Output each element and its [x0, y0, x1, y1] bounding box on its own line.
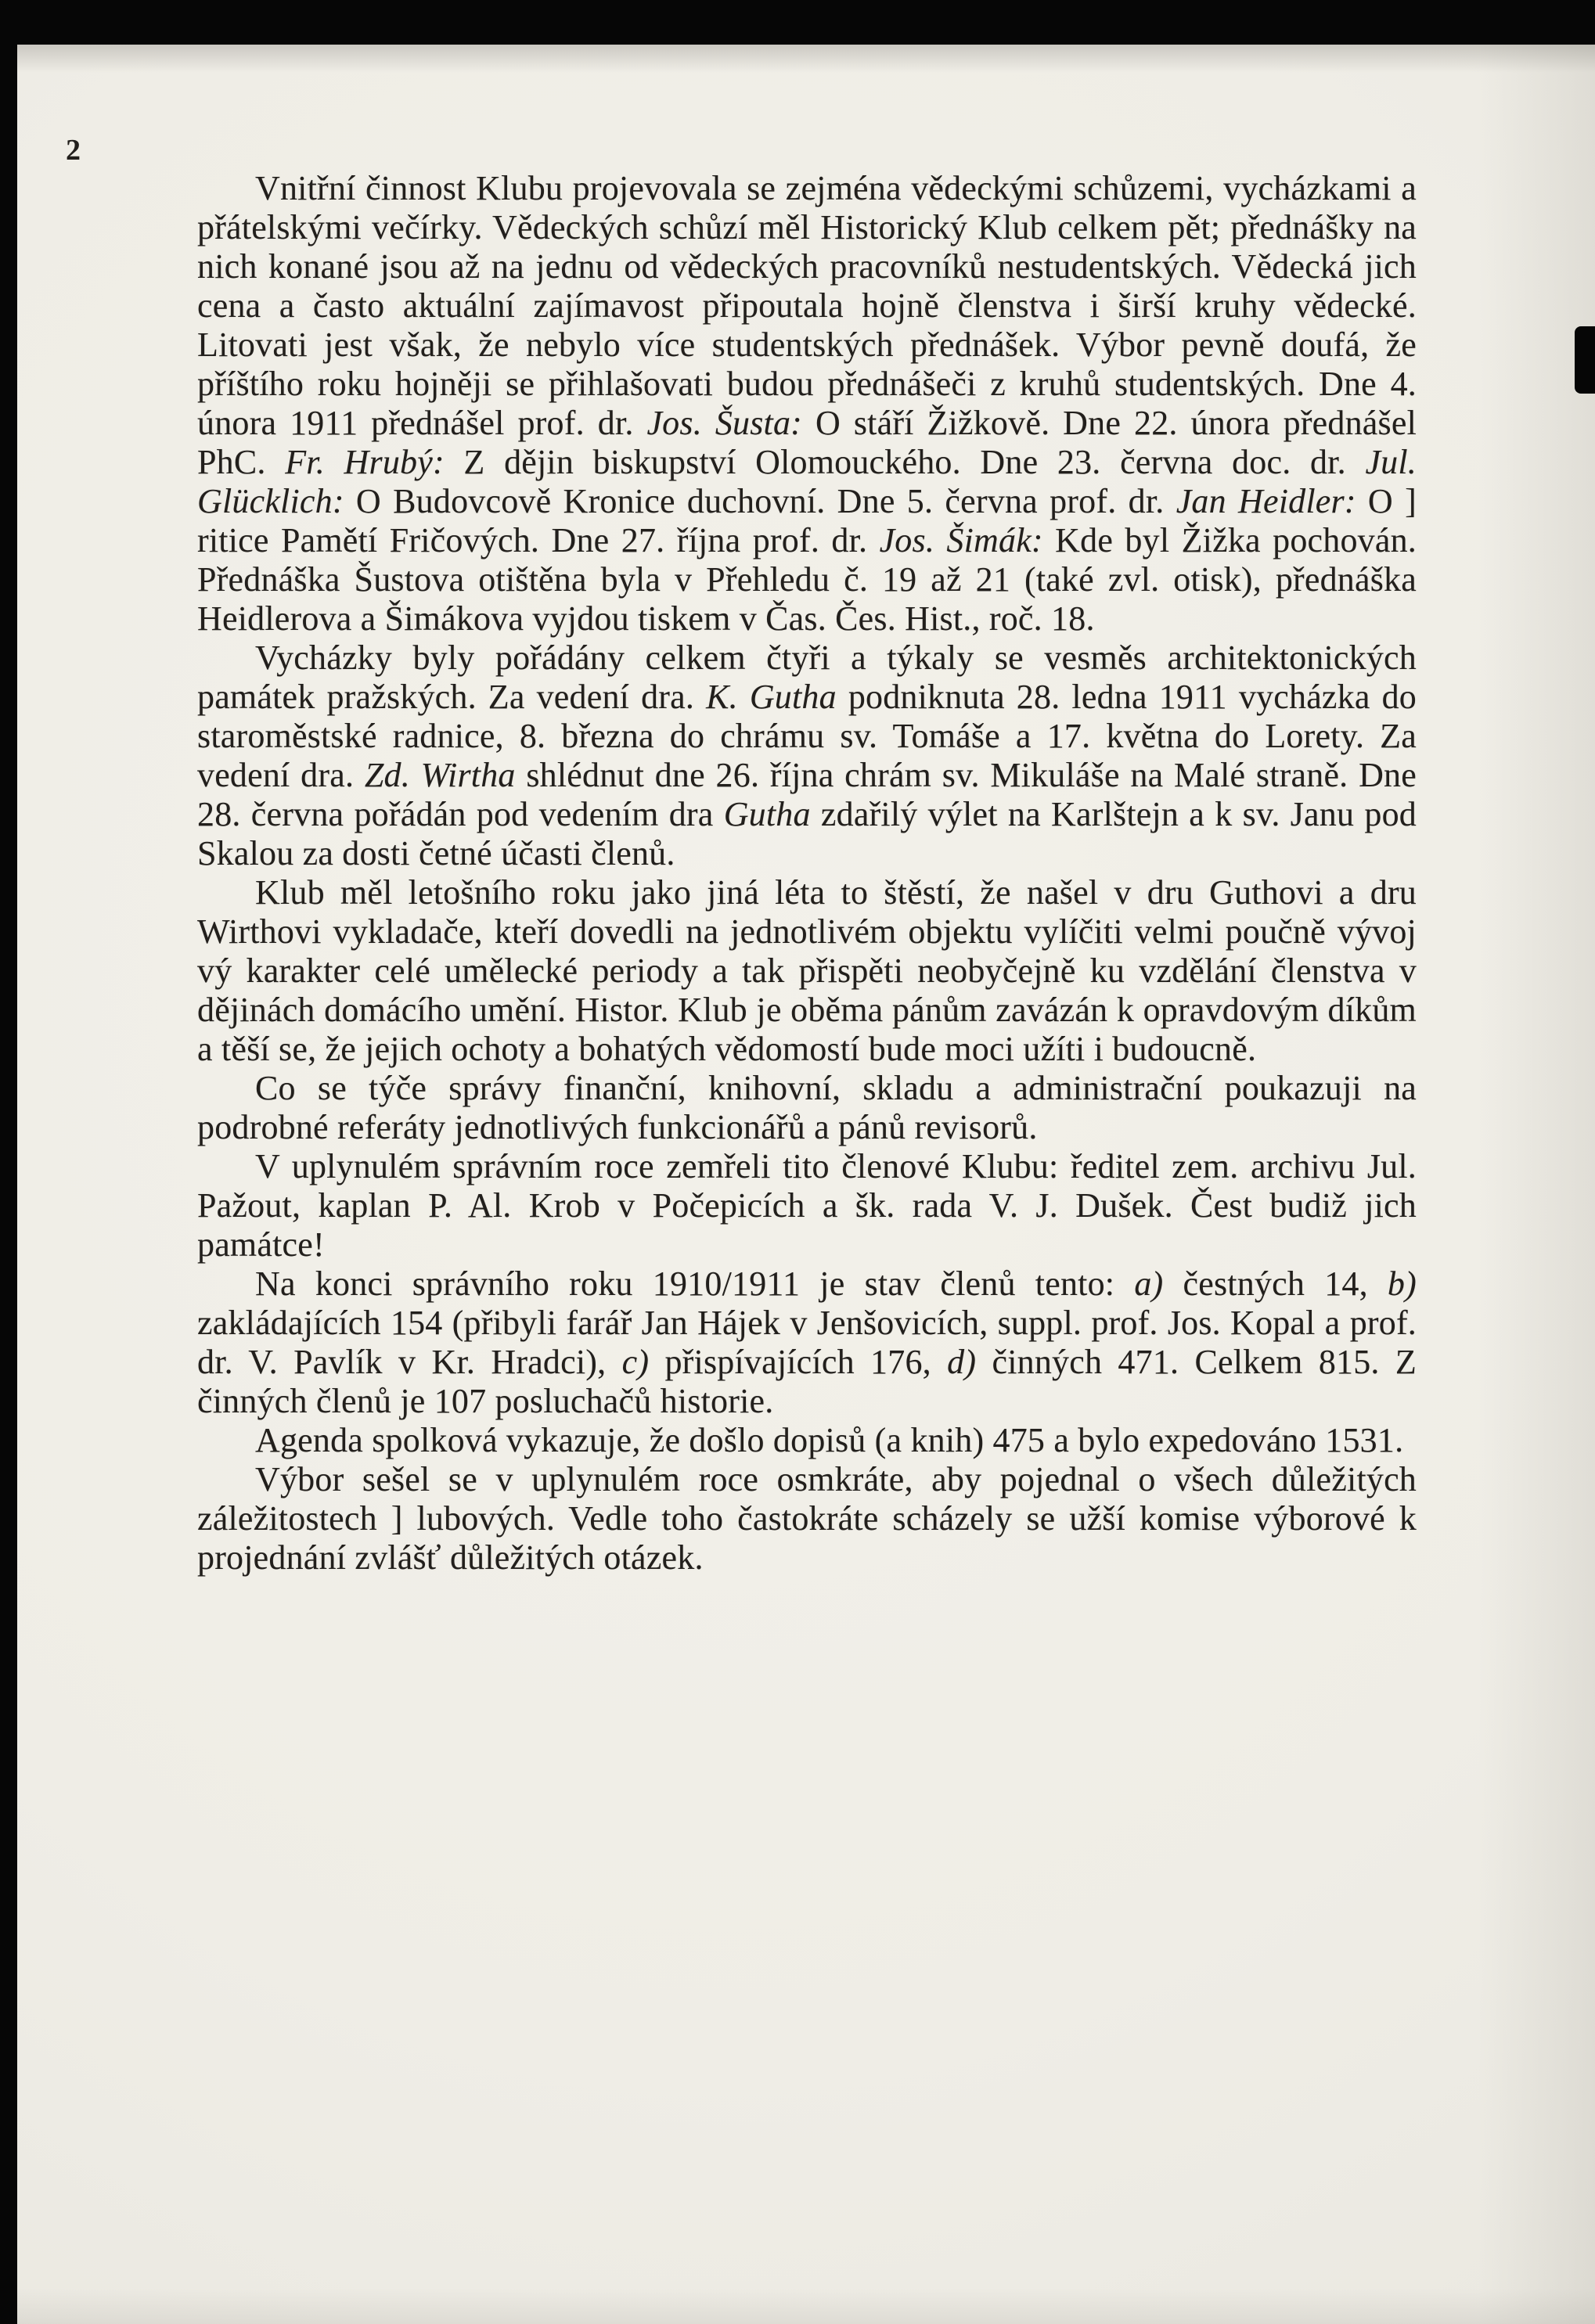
paragraph-6 — [197, 1265, 1417, 1421]
scan-border-top — [0, 0, 1595, 45]
body-text: O Budovcově Kronice duchovní. Dne 5. června prof. dr. — [344, 482, 1176, 520]
scan-bottom-shadow — [0, 2288, 1595, 2324]
paragraph-4 — [197, 1069, 1417, 1147]
body-text: Z dějin biskupství Olomouckého. Dne 23. června doc. dr. — [444, 443, 1366, 481]
body-text: Agenda spolková vykazuje, že došlo dopisů (a knih) 475 a bylo expedováno 1531. — [255, 1421, 1404, 1459]
italic-text: Jan Heidler: — [1176, 482, 1356, 520]
body-text: Co se týče správy finanční, knihovní, skladu a administrační poukazuji na podrobné referáty jednotlivých funkcionářů a pánů revisorů. — [197, 1069, 1417, 1146]
paragraph-7 — [197, 1421, 1417, 1460]
italic-text: c) — [621, 1343, 650, 1381]
paragraph-3 — [197, 873, 1417, 1069]
body-text: Vycházky byly pořádány celkem čtyři a týkaly se vesměs architektonických památek pražských. Za vedení dra. — [197, 639, 1417, 716]
body-text: Kde byl Žižka pochován. Přednáška Šustova otištěna byla v Přehledu č. 19 až 21 (také zvl. otisk), přednáška Heidlerova a Šimákova vyjdou tiskem v Čas. Čes. Hist., roč. 18. — [197, 521, 1417, 638]
body-text: Klub měl letošního roku jako jiná léta to štěstí, že našel v dru Guthovi a dru Wirthovi vykladače, kteří dovedli na jednotlivém objektu vylíčiti velmi poučně vývoj vý karakter celé umělecké periody a tak přispěti neobyčejně ku vzdělání členstva v dějinách domácího umění. Histor. Klub je oběma pánům zavázán k opravdovým díkům a těší se, že jejich ochoty a bohatých vědomostí bude moci užíti i budoucně. — [197, 873, 1417, 1068]
paragraph-8 — [197, 1460, 1417, 1578]
body-text: zakládajících 154 (přibyli farář Jan Hájek v Jenšovicích, suppl. prof. Jos. Kopal a prof. dr. V. Pavlík v Kr. Hradci), — [197, 1304, 1417, 1381]
body-text: čestných 14, — [1163, 1265, 1388, 1303]
body-text: Na konci správního roku 1910/1911 je stav členů tento: — [255, 1265, 1135, 1303]
body-text: přispívajících 176, — [649, 1343, 948, 1381]
italic-text: a) — [1134, 1265, 1164, 1303]
italic-text: Jos. Šusta: — [646, 404, 803, 442]
italic-text: Jos. Šimák: — [879, 521, 1043, 559]
paragraph-5 — [197, 1147, 1417, 1265]
paragraph-2 — [197, 639, 1417, 873]
italic-text: Zd. Wirtha — [364, 756, 516, 794]
paragraph-1 — [197, 169, 1417, 639]
body-text: V uplynulém správním roce zemřeli tito členové Klubu: ředitel zem. archivu Jul. Pažout, kaplan P. Al. Krob v Počepicích a šk. rada V. J. Dušek. Čest budiž jich památce! — [197, 1147, 1417, 1264]
body-text: Vnitřní činnost Klubu projevovala se zejména vědeckými schůzemi, vycházkami a přátelskými večírky. Vědeckých schůzí měl Historický Klub celkem pět; přednášky na nich konané jsou až na jednu od vědeckých pracovníků nestudentských. Vědecká jich cena a často aktuální zajímavost připoutala hojně členstva i širší kruhy vědecké. Litovati jest však, že nebylo více studentských přednášek. Výbor pevně doufá, že příštího roku hojněji se přihlašovati budou přednášeči z kruhů studentských. Dne 4. února 1911 přednášel prof. dr. — [197, 169, 1417, 442]
body-text: činných 471. Celkem 815. Z činných členů je 107 posluchačů historie. — [197, 1343, 1417, 1420]
page-text — [197, 169, 1417, 1578]
page-number: 2 — [66, 134, 81, 167]
italic-text: Gutha — [723, 795, 811, 833]
scan-artifact-right — [1575, 326, 1595, 394]
scan-top-shadow — [0, 45, 1595, 73]
italic-text: b) — [1387, 1265, 1417, 1303]
scan-border-left — [0, 0, 17, 2324]
body-text: Výbor sešel se v uplynulém roce osmkráte, aby pojednal o všech důležitých záležitostech ] lubových. Vedle toho častokráte scházely se užší komise výborové k projednání zvlášť důležitých otázek. — [197, 1460, 1417, 1577]
body-text: O ] ritice Pamětí Fričových. Dne 27. října prof. dr. — [197, 482, 1417, 559]
body-text: zdařilý výlet na Karlštejn a k sv. Janu pod Skalou za dosti četné účasti členů. — [197, 795, 1417, 872]
italic-text: Jul. Glücklich: — [197, 443, 1417, 520]
body-text: shlédnut dne 26. října chrám sv. Mikuláše na Malé straně. Dne 28. června pořádán pod vedením dra — [197, 756, 1417, 833]
body-text: O stáří Žižkově. Dne 22. února přednášel PhC. — [197, 404, 1417, 481]
italic-text: d) — [947, 1343, 977, 1381]
body-text: podniknuta 28. ledna 1911 vycházka do staroměstské radnice, 8. března do chrámu sv. Tomáše a 17. května do Lorety. Za vedení dra. — [197, 678, 1417, 794]
italic-text: Fr. Hrubý: — [285, 443, 445, 481]
italic-text: K. Gutha — [706, 678, 837, 716]
